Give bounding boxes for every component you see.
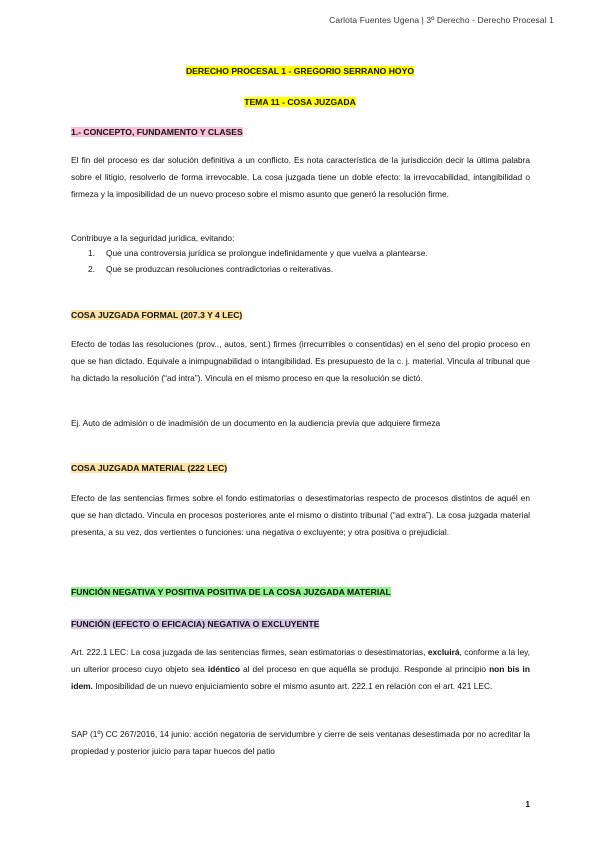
page-header: Carlota Fuentes Ugena | 3º Derecho - Derecho Procesal 1	[329, 15, 554, 25]
material-paragraph: Efecto de las sentencias firmes sobre el fondo estimatorias o desestimatorias respecto de procesos distintos de aquél en que se han dictado. Vincula en procesos posteriores ante el mismo o distinto tribunal (“ad extra”). La cosa juzgada material presenta, a su vez, dos vertientes o funciones: una negativa o excluyente; y otra positiva o prejudicial.	[71, 493, 530, 538]
section-heading-line	[71, 463, 227, 473]
document-title: DERECHO PROCESAL 1 - GREGORIO SERRANO HOYO	[185, 66, 415, 76]
section-heading-negativa: FUNCIÓN (EFECTO O EFICACIA) NEGATIVA O EXCLUYENTE	[71, 619, 320, 629]
seguridad-list	[88, 246, 528, 277]
section-heading-concepto: 1.- CONCEPTO, FUNDAMENTO Y CLASES	[71, 127, 243, 137]
list-item: 1. Que una controversia jurídica se prolongue indefinidamente y que vuelva a plantearse.	[88, 248, 428, 258]
page-number: 1	[525, 799, 530, 809]
section-heading-line	[71, 587, 391, 597]
document-title-line	[0, 66, 600, 76]
section-heading-line	[71, 619, 319, 629]
section-heading-funciones: FUNCIÓN NEGATIVA Y POSITIVA POSITIVA DE LA COSA JUZGADA MATERIAL	[71, 587, 391, 597]
section-heading-line	[71, 310, 242, 320]
section-heading-material: COSA JUZGADA MATERIAL (222 LEC)	[71, 463, 228, 473]
art-222-paragraph: Art. 222.1 LEC: La cosa juzgada de las sentencias firmes, sean estimatorias o desestimatorias, excluirá, conforme a la ley, un ulterior proceso cuyo objeto sea idéntico al del proceso en que aquélla se produjo. Responde al principio non bis in idem. Imposibilidad de un nuevo enjuiciamiento sobre el mismo asunto art. 222.1 en relación con el art. 421 LEC.	[71, 647, 531, 692]
document-subtitle: TEMA 11 - COSA JUZGADA	[244, 97, 356, 107]
seguridad-intro: Contribuye a la seguridad jurídica, evitando:	[71, 233, 235, 243]
formal-example: Ej. Auto de admisión o de inadmisión de un documento en la audiencia previa que adquiere firmeza	[71, 418, 441, 428]
sap-paragraph: SAP (1º) CC 267/2016, 14 junio: acción negatoria de servidumbre y cierre de seis ventanas desestimada por no acreditar la propiedad y posterior juicio para tapar huecos del patio	[71, 729, 530, 757]
section-heading-line	[71, 127, 243, 137]
concepto-paragraph: El fin del proceso es dar solución definitiva a un conflicto. Es nota característica de la jurisdicción decir la última palabra sobre el litigio, resolverlo de forma irrevocable. La cosa juzgada tiene un doble efecto: la irrevocabilidad, intangibilidad o firmeza y la imposibilidad de un nuevo proceso sobre el mismo asunto que generó la resolución firme.	[71, 155, 530, 200]
formal-paragraph: Efecto de todas las resoluciones (prov.., autos, sent.) firmes (irrecurribles o consentidas) en el seno del propio proceso en que se han dictado. Equivale a inimpugnabilidad o intangibilidad. Es presupuesto de la c. j. material. Vincula al tribunal que ha dictado la resolución (“ad intra”). Vincula en el mismo proceso en que la resolución se dictó.	[71, 339, 530, 384]
section-heading-formal: COSA JUZGADA FORMAL (207.3 Y 4 LEC)	[71, 310, 243, 320]
document-subtitle-line	[0, 97, 600, 107]
list-item: 2. Que se produzcan resoluciones contradictorias o reiterativas.	[88, 263, 334, 274]
